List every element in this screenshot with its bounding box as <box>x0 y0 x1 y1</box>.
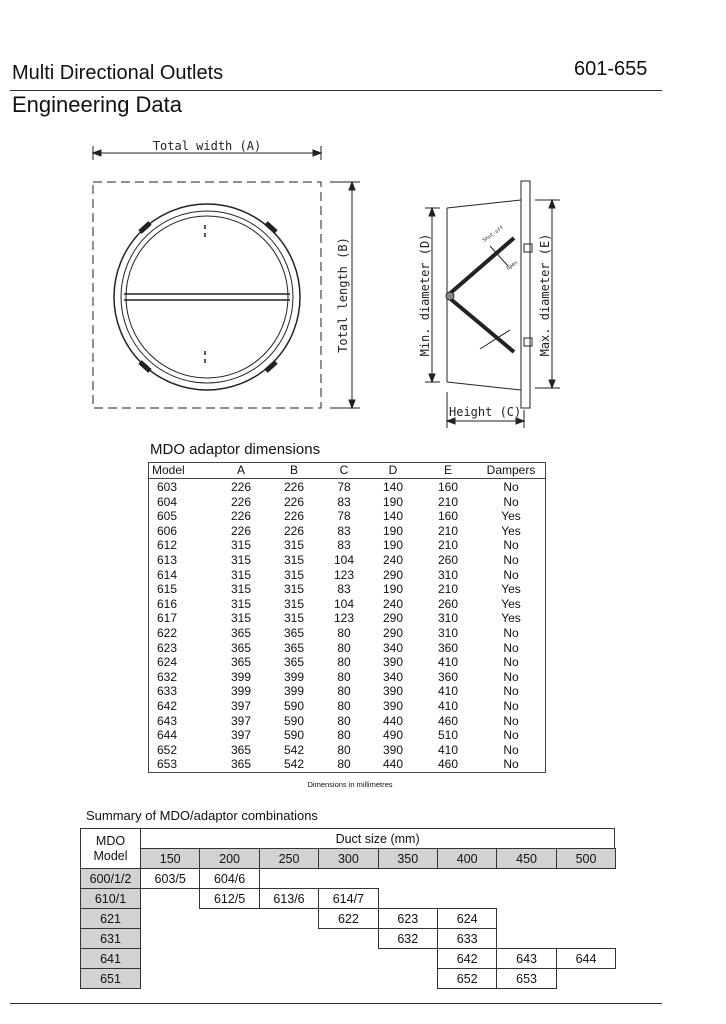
table-cell: 440 <box>382 757 404 772</box>
table-cell: No <box>503 626 519 640</box>
table-cell: 80 <box>337 640 351 655</box>
table-cell: 605 <box>157 509 178 524</box>
table-cell: 632 <box>157 669 178 684</box>
adaptor-cell: 632 <box>378 928 438 949</box>
table-cell: 397 <box>230 713 252 728</box>
table-cell: 590 <box>283 728 305 743</box>
table-cell: 315 <box>230 553 252 567</box>
table-cell: 310 <box>437 611 459 626</box>
table-cell: 633 <box>157 684 178 699</box>
duct-size-column-header: 300 <box>318 848 378 869</box>
table-cell: 210 <box>437 494 459 509</box>
table-cell: 365 <box>230 626 252 640</box>
table-cell: 83 <box>337 582 351 597</box>
table-cell: 210 <box>437 538 459 553</box>
duct-size-column-header: 500 <box>556 848 616 869</box>
table-cell: 315 <box>283 582 305 597</box>
table-cell: 78 <box>337 509 351 524</box>
units-note: Dimensions in millimetres <box>307 780 393 789</box>
table-cell: 603 <box>157 480 178 494</box>
table-cell: 365 <box>283 626 305 640</box>
front-view <box>93 139 360 408</box>
side-view <box>418 181 560 428</box>
table-cell: 260 <box>437 596 459 611</box>
duct-size-column-header: 400 <box>437 848 497 869</box>
table-cell: 542 <box>283 742 305 757</box>
table-cell: 210 <box>437 523 459 538</box>
adaptor-cell: 622 <box>318 908 378 929</box>
mdo-model-cell: 641 <box>80 948 141 969</box>
table-cell: 365 <box>283 655 305 670</box>
table-cell: 390 <box>382 684 404 699</box>
table-cell: 410 <box>437 655 459 670</box>
table-cell: 399 <box>283 684 305 699</box>
table-cell: 78 <box>337 480 351 494</box>
table-cell: 290 <box>382 626 404 640</box>
duct-size-column-header: 450 <box>496 848 556 869</box>
table-cell: 226 <box>283 509 305 524</box>
column-header: Dampers <box>486 463 536 477</box>
table-cell: 365 <box>230 640 252 655</box>
table-cell: No <box>503 480 519 494</box>
table-cell: 140 <box>382 509 404 524</box>
table-cell: 315 <box>230 582 252 597</box>
column-header: Model <box>152 463 185 477</box>
adaptor-cell: 643 <box>496 948 556 969</box>
table-cell: 460 <box>437 713 459 728</box>
table-cell: 83 <box>337 523 351 538</box>
table-cell: No <box>503 684 519 699</box>
table-cell: 365 <box>283 640 305 655</box>
table-cell: 226 <box>230 494 252 509</box>
table-cell: 310 <box>437 626 459 640</box>
duct-size-column-header: 150 <box>140 848 200 869</box>
table-cell: 360 <box>437 669 459 684</box>
table-cell: 80 <box>337 684 351 699</box>
table-cell: No <box>503 728 519 743</box>
table-cell: No <box>503 567 519 582</box>
model-range: 601-655 <box>574 58 648 80</box>
adaptor-cell: 604/6 <box>199 868 259 889</box>
table-cell: 410 <box>437 684 459 699</box>
table-cell: 624 <box>157 655 178 670</box>
table-cell: 360 <box>437 640 459 655</box>
table-cell: 80 <box>337 699 351 713</box>
open-label: Open <box>505 259 520 272</box>
table-cell: 83 <box>337 538 351 553</box>
adaptor-cell: 623 <box>378 908 438 929</box>
table-cell: 315 <box>283 611 305 626</box>
table-cell: No <box>503 553 519 567</box>
table-cell: 80 <box>337 742 351 757</box>
table-cell: 623 <box>157 640 178 655</box>
table-cell: 226 <box>283 523 305 538</box>
table-cell: 390 <box>382 699 404 713</box>
adaptor-cell: 614/7 <box>318 888 378 909</box>
mdo-model-cell: 621 <box>80 908 141 929</box>
table-cell: 315 <box>283 553 305 567</box>
table-cell: 80 <box>337 728 351 743</box>
duct-size-column-header: 200 <box>199 848 259 869</box>
table-cell: 80 <box>337 669 351 684</box>
table-cell: 390 <box>382 742 404 757</box>
document-subtitle: Engineering Data <box>12 92 183 117</box>
table-cell: 160 <box>437 480 459 494</box>
table-cell: 652 <box>157 742 178 757</box>
engineering-drawing <box>0 130 726 430</box>
duct-size-column-header: 250 <box>259 848 319 869</box>
summary-table-title: Summary of MDO/adaptor combinations <box>86 808 318 823</box>
table-cell: No <box>503 713 519 728</box>
table-cell: 644 <box>157 728 178 743</box>
column-header: B <box>289 463 298 477</box>
document-title: Multi Directional Outlets <box>12 62 224 84</box>
table-cell: Yes <box>501 582 521 597</box>
table-cell: 615 <box>157 582 178 597</box>
column-header: C <box>339 463 349 477</box>
adaptor-cell: 653 <box>496 968 556 989</box>
duct-size-column-header: 350 <box>378 848 438 869</box>
table-cell: 614 <box>157 567 178 582</box>
table-cell: 104 <box>333 553 355 567</box>
table-cell: 440 <box>382 713 404 728</box>
table-cell: 226 <box>283 494 305 509</box>
table-cell: No <box>503 538 519 553</box>
table-cell: 390 <box>382 655 404 670</box>
table-cell: 399 <box>230 684 252 699</box>
table-cell: 315 <box>230 538 252 553</box>
max-diameter-label: Max. diameter (E) <box>538 233 552 357</box>
table-cell: 83 <box>337 494 351 509</box>
table-cell: No <box>503 494 519 509</box>
table-cell: 226 <box>230 480 252 494</box>
table-cell: No <box>503 669 519 684</box>
table-cell: 365 <box>230 655 252 670</box>
table-cell: 340 <box>382 669 404 684</box>
table-cell: Yes <box>501 611 521 626</box>
column-header: D <box>388 463 398 477</box>
table-cell: 365 <box>230 757 252 772</box>
table-cell: 606 <box>157 523 178 538</box>
table-cell: 365 <box>230 742 252 757</box>
table-cell: 226 <box>230 523 252 538</box>
table-cell: 399 <box>283 669 305 684</box>
column-header: E <box>443 463 452 477</box>
table-cell: 460 <box>437 757 459 772</box>
table-cell: Yes <box>501 596 521 611</box>
table-cell: 612 <box>157 538 178 553</box>
mdo-model-header: MDO Model <box>80 828 141 869</box>
header-rule <box>10 90 662 91</box>
table-cell: 210 <box>437 582 459 597</box>
column-header: A <box>236 463 245 477</box>
table-cell: 80 <box>337 757 351 772</box>
table-cell: 616 <box>157 596 178 611</box>
table-cell: 226 <box>230 509 252 524</box>
total-width-label: Total width (A) <box>152 139 262 153</box>
height-label: Height (C) <box>449 405 522 419</box>
table-cell: 604 <box>157 494 178 509</box>
table-cell: 617 <box>157 611 178 626</box>
table-cell: Yes <box>501 523 521 538</box>
table-cell: 315 <box>230 567 252 582</box>
dimensions-table-title: MDO adaptor dimensions <box>150 441 321 458</box>
table-cell: No <box>503 655 519 670</box>
table-cell: 123 <box>333 611 355 626</box>
table-cell: 399 <box>230 669 252 684</box>
table-cell: No <box>503 640 519 655</box>
table-cell: 310 <box>437 567 459 582</box>
adaptor-cell: 633 <box>437 928 497 949</box>
table-cell: 510 <box>437 728 459 743</box>
table-cell: 240 <box>382 596 404 611</box>
table-cell: No <box>503 742 519 757</box>
table-cell: 290 <box>382 611 404 626</box>
footer-rule <box>10 1003 662 1004</box>
table-cell: 590 <box>283 713 305 728</box>
min-diameter-label: Min. diameter (D) <box>418 233 432 357</box>
table-cell: 190 <box>382 538 404 553</box>
table-cell: 590 <box>283 699 305 713</box>
shut-off-label: Shut-off <box>481 224 505 244</box>
table-cell: 397 <box>230 728 252 743</box>
table-cell: 190 <box>382 582 404 597</box>
table-cell: 315 <box>230 611 252 626</box>
mdo-model-cell: 610/1 <box>80 888 141 909</box>
table-cell: 410 <box>437 742 459 757</box>
table-cell: 260 <box>437 553 459 567</box>
table-cell: 653 <box>157 757 178 772</box>
table-cell: 542 <box>283 757 305 772</box>
table-cell: 622 <box>157 626 178 640</box>
mdo-model-cell: 600/1/2 <box>80 868 141 889</box>
adaptor-cell: 644 <box>556 948 616 969</box>
table-cell: 104 <box>333 596 355 611</box>
table-cell: 160 <box>437 509 459 524</box>
mdo-model-cell: 651 <box>80 968 141 989</box>
table-cell: 190 <box>382 523 404 538</box>
table-cell: 315 <box>283 567 305 582</box>
duct-size-header: Duct size (mm) <box>140 828 615 849</box>
dimensions-table <box>148 462 546 773</box>
mdo-model-cell: 631 <box>80 928 141 949</box>
table-cell: 613 <box>157 553 178 567</box>
adaptor-cell: 612/5 <box>199 888 259 909</box>
table-cell: 140 <box>382 480 404 494</box>
table-cell: 80 <box>337 626 351 640</box>
table-cell: 490 <box>382 728 404 743</box>
table-cell: 190 <box>382 494 404 509</box>
adaptor-cell: 613/6 <box>259 888 319 909</box>
table-cell: No <box>503 699 519 713</box>
table-cell: 290 <box>382 567 404 582</box>
table-cell: 240 <box>382 553 404 567</box>
adaptor-cell: 603/5 <box>140 868 200 889</box>
table-cell: 315 <box>230 596 252 611</box>
table-cell: 315 <box>283 596 305 611</box>
table-cell: 80 <box>337 655 351 670</box>
table-cell: 315 <box>283 538 305 553</box>
table-cell: 80 <box>337 713 351 728</box>
table-cell: 397 <box>230 699 252 713</box>
table-cell: 643 <box>157 713 178 728</box>
table-cell: No <box>503 757 519 772</box>
table-cell: 226 <box>283 480 305 494</box>
adaptor-cell: 624 <box>437 908 497 929</box>
adaptor-cell: 642 <box>437 948 497 969</box>
table-cell: 410 <box>437 699 459 713</box>
total-length-label: Total length (B) <box>336 237 350 353</box>
adaptor-cell: 652 <box>437 968 497 989</box>
table-cell: 123 <box>333 567 355 582</box>
table-cell: 642 <box>157 699 178 713</box>
table-cell: Yes <box>501 509 521 524</box>
table-cell: 340 <box>382 640 404 655</box>
